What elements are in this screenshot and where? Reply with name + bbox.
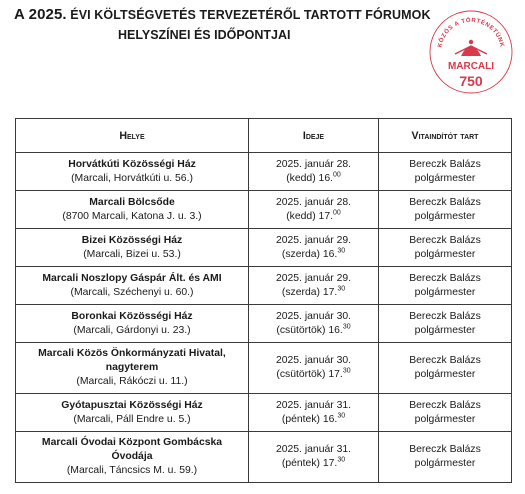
cell-host	[379, 153, 512, 191]
host-name: Bereczk Balázs	[409, 310, 481, 322]
cell-host	[379, 267, 512, 305]
host-title: polgármester	[414, 286, 476, 298]
forum-date: 2025. január 28.	[275, 158, 352, 170]
cell-host	[379, 394, 512, 432]
cell-place	[16, 305, 249, 343]
forum-date: 2025. január 29.	[275, 272, 352, 284]
forum-date: 2025. január 29.	[275, 234, 352, 246]
host-name: Bereczk Balázs	[409, 355, 481, 366]
forum-time	[252, 413, 375, 427]
logo-number: 750	[459, 73, 483, 89]
page-subtitle: HELYSZÍNEI ÉS IDŐPONTJAI	[118, 28, 291, 42]
host-name: Bereczk Balázs	[409, 399, 481, 411]
logo-name: MARCALI	[447, 61, 495, 72]
place-address: (Marcali, Rákóczi u. 11.)	[76, 376, 188, 387]
forum-day-hour: (csütörtök) 16.	[276, 324, 343, 336]
forum-time	[252, 368, 375, 382]
cell-place	[16, 153, 249, 191]
host-title: polgármester	[414, 458, 476, 469]
forum-time	[252, 324, 375, 338]
place-name: Marcali Közös Önkormányzati Hivatal,	[38, 348, 226, 359]
forum-minutes: 00	[333, 209, 341, 217]
header-place: Helye	[16, 119, 249, 153]
forum-minutes: 30	[337, 456, 346, 464]
logo-emblem	[455, 40, 487, 56]
place-name: Horvátkúti Közösségi Ház	[68, 158, 196, 170]
host-title: polgármester	[414, 210, 476, 222]
place-name: Óvodája	[111, 451, 153, 462]
cell-time	[249, 267, 379, 305]
forum-day-hour: (szerda) 16.	[281, 248, 338, 260]
cell-time	[249, 305, 379, 343]
forum-minutes: 30	[337, 285, 346, 293]
forum-time	[252, 248, 375, 262]
place-name: Gyótapusztai Közösségi Ház	[61, 399, 203, 411]
forum-day-hour: (kedd) 16.	[286, 172, 333, 184]
host-title: polgármester	[414, 172, 476, 184]
cell-host	[379, 343, 512, 394]
header-time: Ideje	[249, 119, 379, 153]
forum-minutes: 30	[337, 412, 346, 420]
place-address: (Marcali, Páll Endre u. 5.)	[73, 413, 191, 425]
place-name: Marcali Noszlopy Gáspár Ált. és AMI	[42, 272, 222, 284]
table-header-row	[16, 119, 512, 153]
cell-place	[16, 343, 249, 394]
host-title: polgármester	[414, 413, 476, 425]
cell-time	[249, 432, 379, 483]
host-title: polgármester	[414, 369, 476, 380]
title-year: A 2025.	[14, 6, 67, 23]
cell-host	[379, 191, 512, 229]
forum-time	[252, 172, 375, 186]
forum-day-hour: (szerda) 17.	[281, 286, 338, 298]
forum-date: 2025. január 31.	[275, 399, 352, 411]
place-name: Bizei Közösségi Ház	[81, 234, 183, 246]
place-name: Marcali Óvodai Központ Gombácska	[41, 437, 223, 448]
marcali-750-logo	[425, 6, 517, 98]
table-row	[16, 394, 512, 432]
table-row	[16, 229, 512, 267]
cell-place	[16, 191, 249, 229]
host-name: Bereczk Balázs	[409, 272, 481, 284]
table-row	[16, 267, 512, 305]
place-name: Marcali Bölcsőde	[89, 196, 175, 208]
place-name: Boronkai Közösségi Ház	[71, 310, 193, 322]
logo-arc-text: KÖZÖS A TÖRTÉNETÜNK	[437, 17, 505, 49]
host-name: Bereczk Balázs	[409, 234, 481, 246]
place-address: (Marcali, Horvátkúti u. 56.)	[71, 172, 193, 184]
forum-minutes: 30	[342, 367, 351, 375]
table-row	[16, 305, 512, 343]
cell-place	[16, 432, 249, 483]
forum-time	[252, 457, 375, 471]
forum-date: 2025. január 30.	[275, 310, 352, 322]
host-name: Bereczk Balázs	[409, 196, 481, 208]
title-rest: ÉVI KÖLTSÉGVETÉS TERVEZETÉRŐL TARTOTT FÓRUMOK	[70, 8, 431, 22]
cell-time	[249, 343, 379, 394]
place-address: (Marcali, Bizei u. 53.)	[83, 248, 181, 260]
host-name: Bereczk Balázs	[409, 158, 481, 170]
place-address: (Marcali, Gárdonyi u. 23.)	[73, 324, 191, 336]
table-row	[16, 153, 512, 191]
table-row	[16, 343, 512, 394]
header-host: Vitaindítót tart	[379, 119, 512, 153]
forum-day-hour: (kedd) 17.	[286, 210, 333, 222]
place-address: (Marcali, Széchenyi u. 60.)	[70, 286, 194, 298]
cell-place	[16, 229, 249, 267]
cell-place	[16, 267, 249, 305]
cell-host	[379, 432, 512, 483]
place-address: (8700 Marcali, Katona J. u. 3.)	[62, 210, 202, 222]
forum-schedule-table	[15, 118, 512, 483]
table-row	[16, 191, 512, 229]
forum-day-hour: (péntek) 17.	[281, 458, 338, 469]
cell-time	[249, 394, 379, 432]
host-name: Bereczk Balázs	[409, 444, 481, 455]
host-title: polgármester	[414, 324, 476, 336]
forum-minutes: 30	[342, 323, 351, 331]
cell-place	[16, 394, 249, 432]
host-title: polgármester	[414, 248, 476, 260]
forum-date: 2025. január 31.	[275, 444, 352, 455]
table-row	[16, 432, 512, 483]
forum-day-hour: (csütörtök) 17.	[276, 369, 343, 380]
cell-time	[249, 191, 379, 229]
place-name: nagyterem	[105, 362, 159, 373]
forum-day-hour: (péntek) 16.	[281, 413, 338, 425]
forum-minutes: 00	[333, 171, 341, 179]
forum-date: 2025. január 28.	[275, 196, 352, 208]
cell-host	[379, 305, 512, 343]
place-address: (Marcali, Táncsics M. u. 59.)	[66, 465, 198, 476]
forum-time	[252, 286, 375, 300]
cell-host	[379, 229, 512, 267]
page-title	[14, 6, 431, 23]
forum-minutes: 30	[337, 247, 346, 255]
forum-time	[252, 210, 375, 224]
cell-time	[249, 153, 379, 191]
cell-time	[249, 229, 379, 267]
forum-date: 2025. január 30.	[275, 355, 352, 366]
